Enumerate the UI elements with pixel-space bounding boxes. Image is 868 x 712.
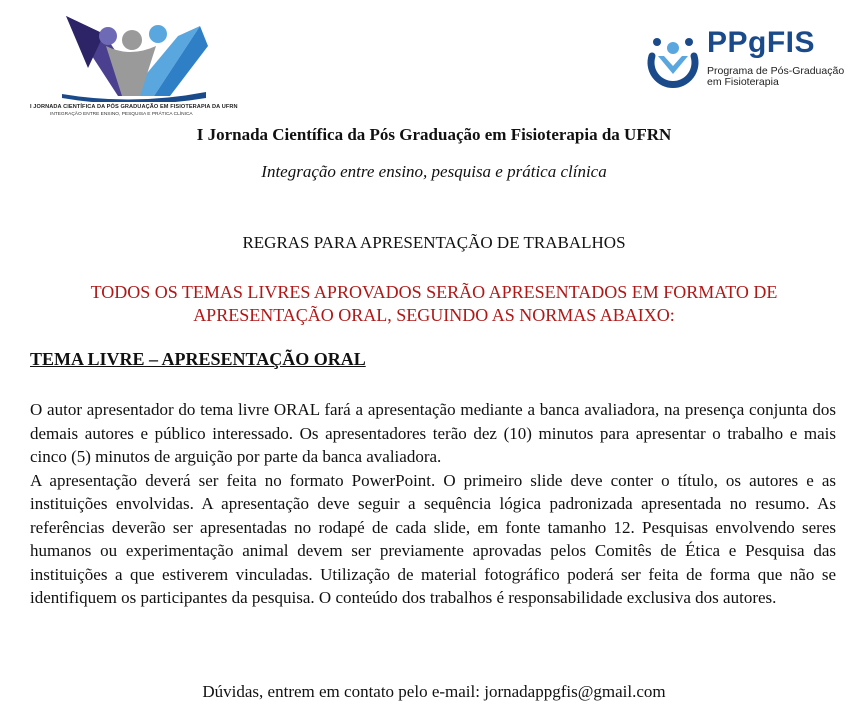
document-subtitle: Integração entre ensino, pesquisa e prática clínica bbox=[261, 162, 607, 181]
body-text bbox=[30, 398, 836, 610]
notice-banner: TODOS OS TEMAS LIVRES APROVADOS SERÃO APRESENTADOS EM FORMATO DE APRESENTAÇÃO ORAL, SEGUINDO AS NORMAS ABAIXO: bbox=[90, 282, 778, 325]
program-logo-name: PPgFIS bbox=[707, 26, 816, 59]
event-logo-graphic bbox=[58, 6, 208, 102]
event-logo-caption-tagline: INTEGRAÇÃO ENTRE ENSINO, PESQUISA E PRÁTICA CLÍNICA bbox=[50, 112, 193, 117]
rules-heading: REGRAS PARA APRESENTAÇÃO DE TRABALHOS bbox=[242, 233, 626, 252]
section-heading: TEMA LIVRE – APRESENTAÇÃO ORAL bbox=[30, 349, 366, 369]
event-logo bbox=[28, 6, 238, 124]
document-title: I Jornada Científica da Pós Graduação em Fisioterapia da UFRN bbox=[196, 125, 672, 144]
contact-line: Dúvidas, entrem em contato pelo e-mail: jornadappgfis@gmail.com bbox=[202, 682, 666, 701]
program-logo-subtitle: Programa de Pós-Graduação em Fisioterapia bbox=[707, 65, 845, 88]
paragraph-2: A apresentação deverá ser feita no formato PowerPoint. O primeiro slide deve conter o título, os autores e as instituições envolvidas. A apresentação deve seguir a sequência lógica padronizada apresentada no resumo. As referências deverão ser apresentadas no rodapé de cada slide, em fonte tamanho 12. Pesquisas envolvendo seres humanos ou experimentação animal devem ser previamente aprovadas pelos Comitês de Ética e Pesquisa das instituições a que estiverem vinculadas. Utilização de material fotográfico poderá ser feita de forma que não se identifiquem os participantes da pesquisa. O conteúdo dos trabalhos é responsabilidade exclusiva dos autores. bbox=[30, 470, 836, 607]
program-logo-icon bbox=[644, 34, 702, 92]
program-logo bbox=[644, 26, 844, 96]
paragraph-1: O autor apresentador do tema livre ORAL fará a apresentação mediante a banca avaliadora, na presença conjunta dos demais autores e público interessado. Os apresentadores terão dez (10) minutos para apresentar o trabalho e mais cinco (5) minutos de arguição por parte da banca avaliadora. bbox=[30, 400, 836, 466]
event-logo-caption-title: I JORNADA CIENTÍFICA DA PÓS GRADUAÇÃO EM FISIOTERAPIA DA UFRN bbox=[30, 104, 238, 110]
